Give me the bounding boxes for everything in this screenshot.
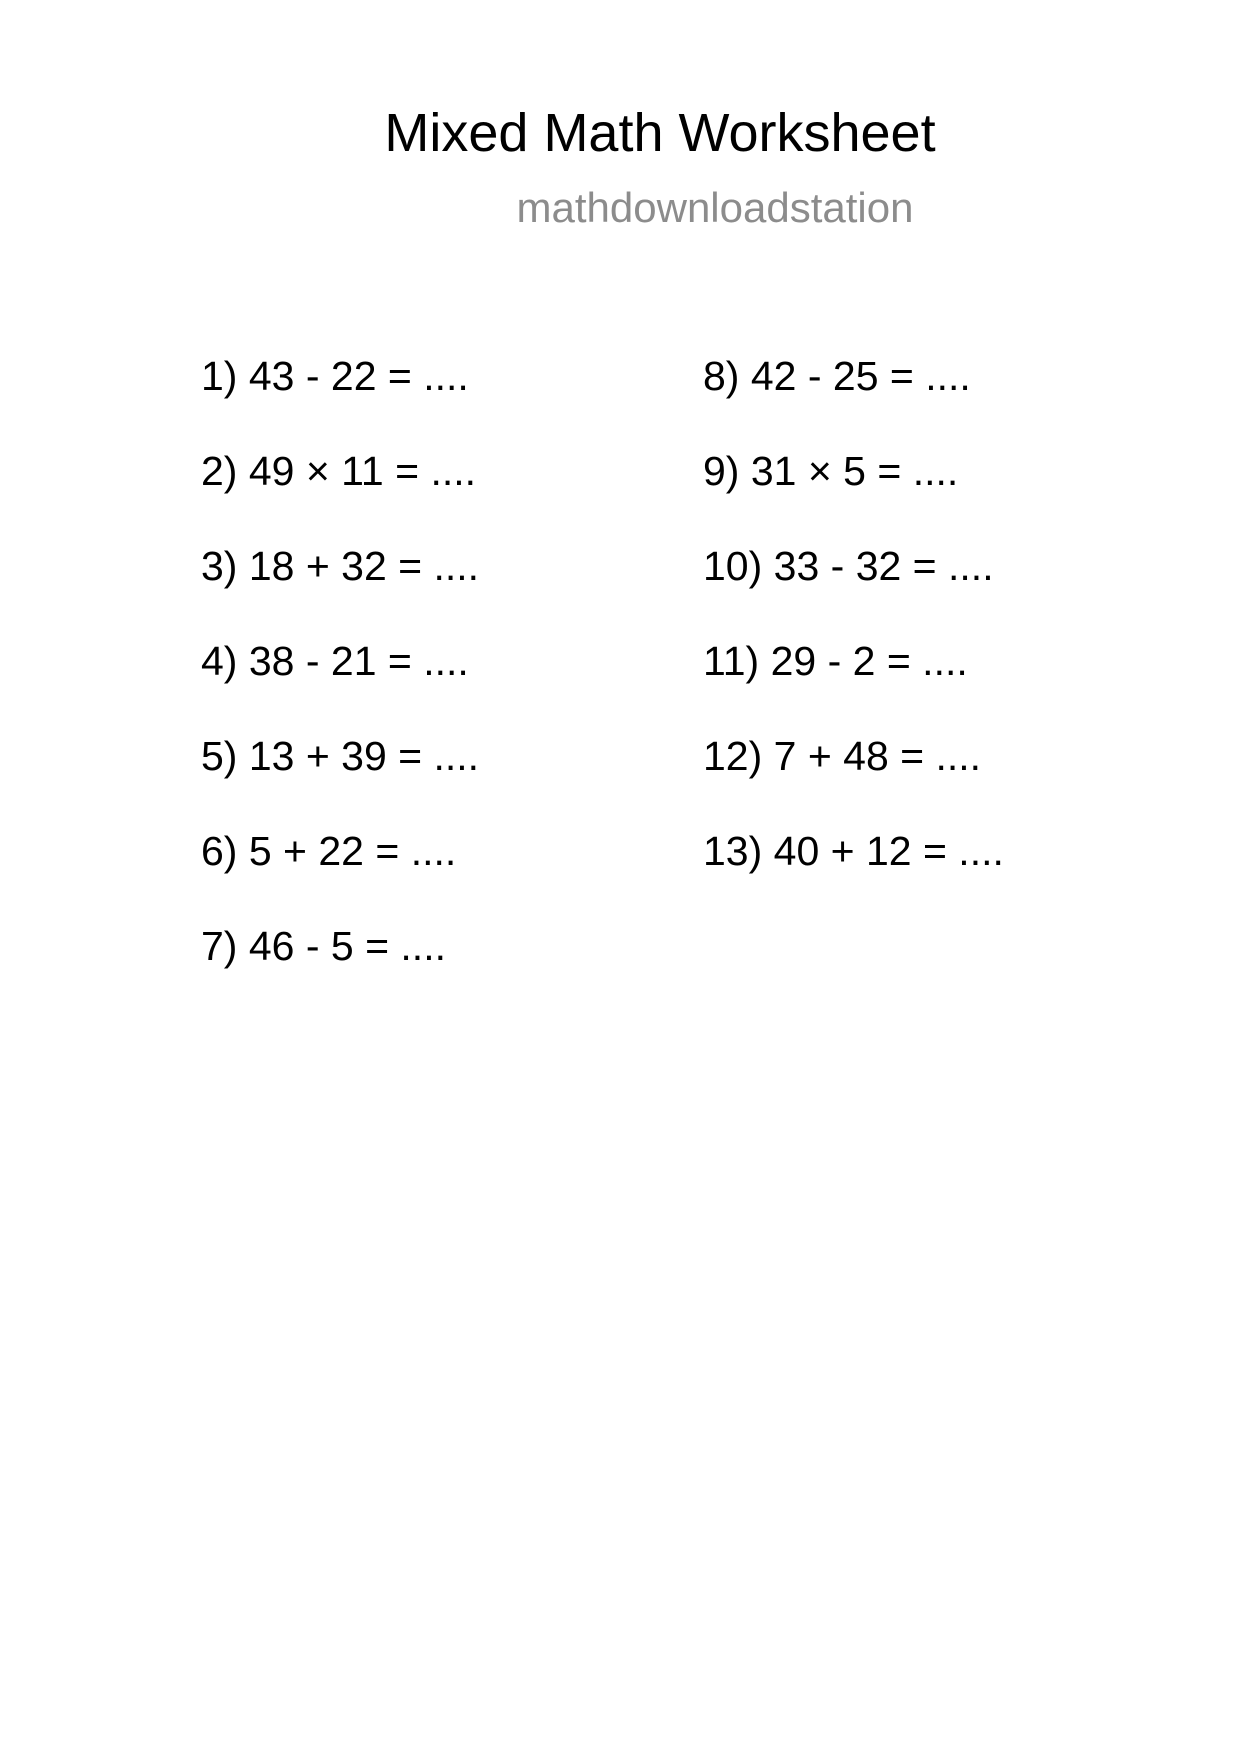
problem-9: 9) 31 × 5 = .... bbox=[703, 448, 959, 494]
problem-13: 13) 40 + 12 = .... bbox=[703, 828, 1004, 874]
problem-12: 12) 7 + 48 = .... bbox=[703, 733, 982, 779]
problem-8: 8) 42 - 25 = .... bbox=[703, 353, 971, 399]
worksheet-title: Mixed Math Worksheet bbox=[384, 103, 936, 163]
problem-10: 10) 33 - 32 = .... bbox=[703, 543, 994, 589]
problem-1: 1) 43 - 22 = .... bbox=[201, 353, 469, 399]
problem-2: 2) 49 × 11 = .... bbox=[201, 448, 477, 494]
problem-6: 6) 5 + 22 = .... bbox=[201, 828, 457, 874]
problem-5: 5) 13 + 39 = .... bbox=[201, 733, 480, 779]
problem-11: 11) 29 - 2 = .... bbox=[703, 638, 968, 684]
worksheet-subtitle: mathdownloadstation bbox=[516, 184, 914, 231]
problems-right-column bbox=[703, 352, 1004, 922]
problem-4: 4) 38 - 21 = .... bbox=[201, 638, 469, 684]
problem-7: 7) 46 - 5 = .... bbox=[201, 923, 446, 969]
problems-left-column bbox=[201, 352, 479, 1017]
problem-3: 3) 18 + 32 = .... bbox=[201, 543, 480, 589]
